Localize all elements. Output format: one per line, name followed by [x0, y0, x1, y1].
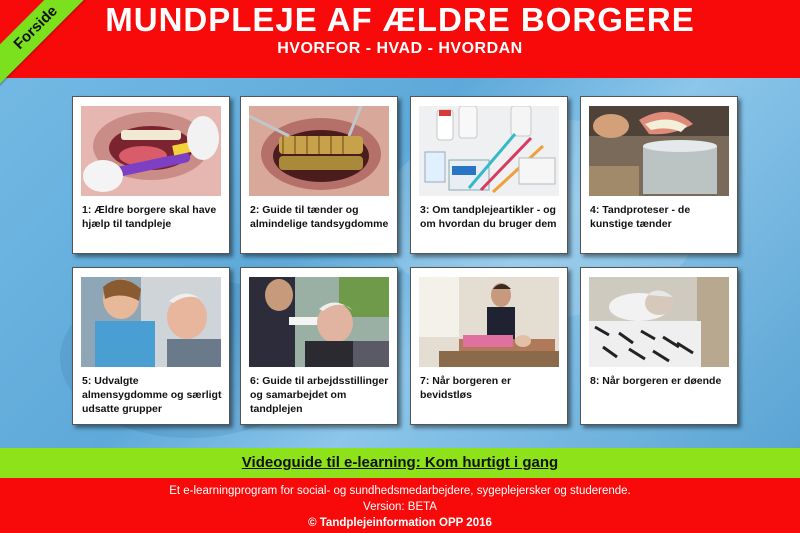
unconscious-patient-photo	[419, 277, 559, 367]
working-position-photo	[249, 277, 389, 367]
video-guide-link[interactable]: Videoguide til e-learning: Kom hurtigt i gang	[241, 454, 559, 471]
module-card-3[interactable]	[410, 96, 568, 254]
module-card-label: 2: Guide til tænder og almindelige tandsygdomme	[250, 204, 389, 230]
footer-description: Et e-learningprogram for social- og sundhedsmedarbejdere, sygeplejersker og studerende.	[169, 485, 631, 497]
module-card-6[interactable]	[240, 267, 398, 425]
page-subtitle: HVORFOR - HVAD - HVORDAN	[277, 40, 523, 57]
module-card-1[interactable]	[72, 96, 230, 254]
denture-glass-photo	[589, 106, 729, 196]
page-title: MUNDPLEJE AF ÆLDRE BORGERE	[105, 1, 695, 38]
footer-copyright: © Tandplejeinformation OPP 2016	[308, 517, 492, 529]
module-card-label: 6: Guide til arbejdsstillinger og samarbejdet om tandplejen	[250, 375, 389, 415]
home-ribbon-link[interactable]: Forside	[0, 0, 95, 87]
teeth-examination-photo	[249, 106, 389, 196]
module-card-4[interactable]	[580, 96, 738, 254]
module-card-7[interactable]	[410, 267, 568, 425]
page-footer	[0, 478, 800, 533]
module-card-label: 4: Tandproteser - de kunstige tænder	[590, 204, 691, 230]
module-card-label: 1: Ældre borgere skal have hjælp til tandpleje	[82, 204, 217, 230]
module-card-2[interactable]	[240, 96, 398, 254]
dying-patient-photo	[589, 277, 729, 367]
toothbrush-mouth-photo	[81, 106, 221, 196]
dental-products-photo	[419, 106, 559, 196]
module-card-5[interactable]	[72, 267, 230, 425]
video-guide-bar	[0, 448, 800, 478]
caregiver-elderly-photo	[81, 277, 221, 367]
module-card-8[interactable]	[580, 267, 738, 425]
footer-version: Version: BETA	[363, 501, 437, 513]
module-card-label: 5: Udvalgte almensygdomme og særligt udsatte grupper	[82, 375, 222, 415]
course-module-grid	[0, 78, 800, 448]
module-card-label: 8: Når borgeren er døende	[590, 375, 722, 387]
page-header	[0, 0, 800, 78]
module-card-label: 3: Om tandplejeartikler - og om hvordan du bruger dem	[420, 204, 557, 230]
module-card-label: 7: Når borgeren er bevidstløs	[420, 375, 512, 401]
